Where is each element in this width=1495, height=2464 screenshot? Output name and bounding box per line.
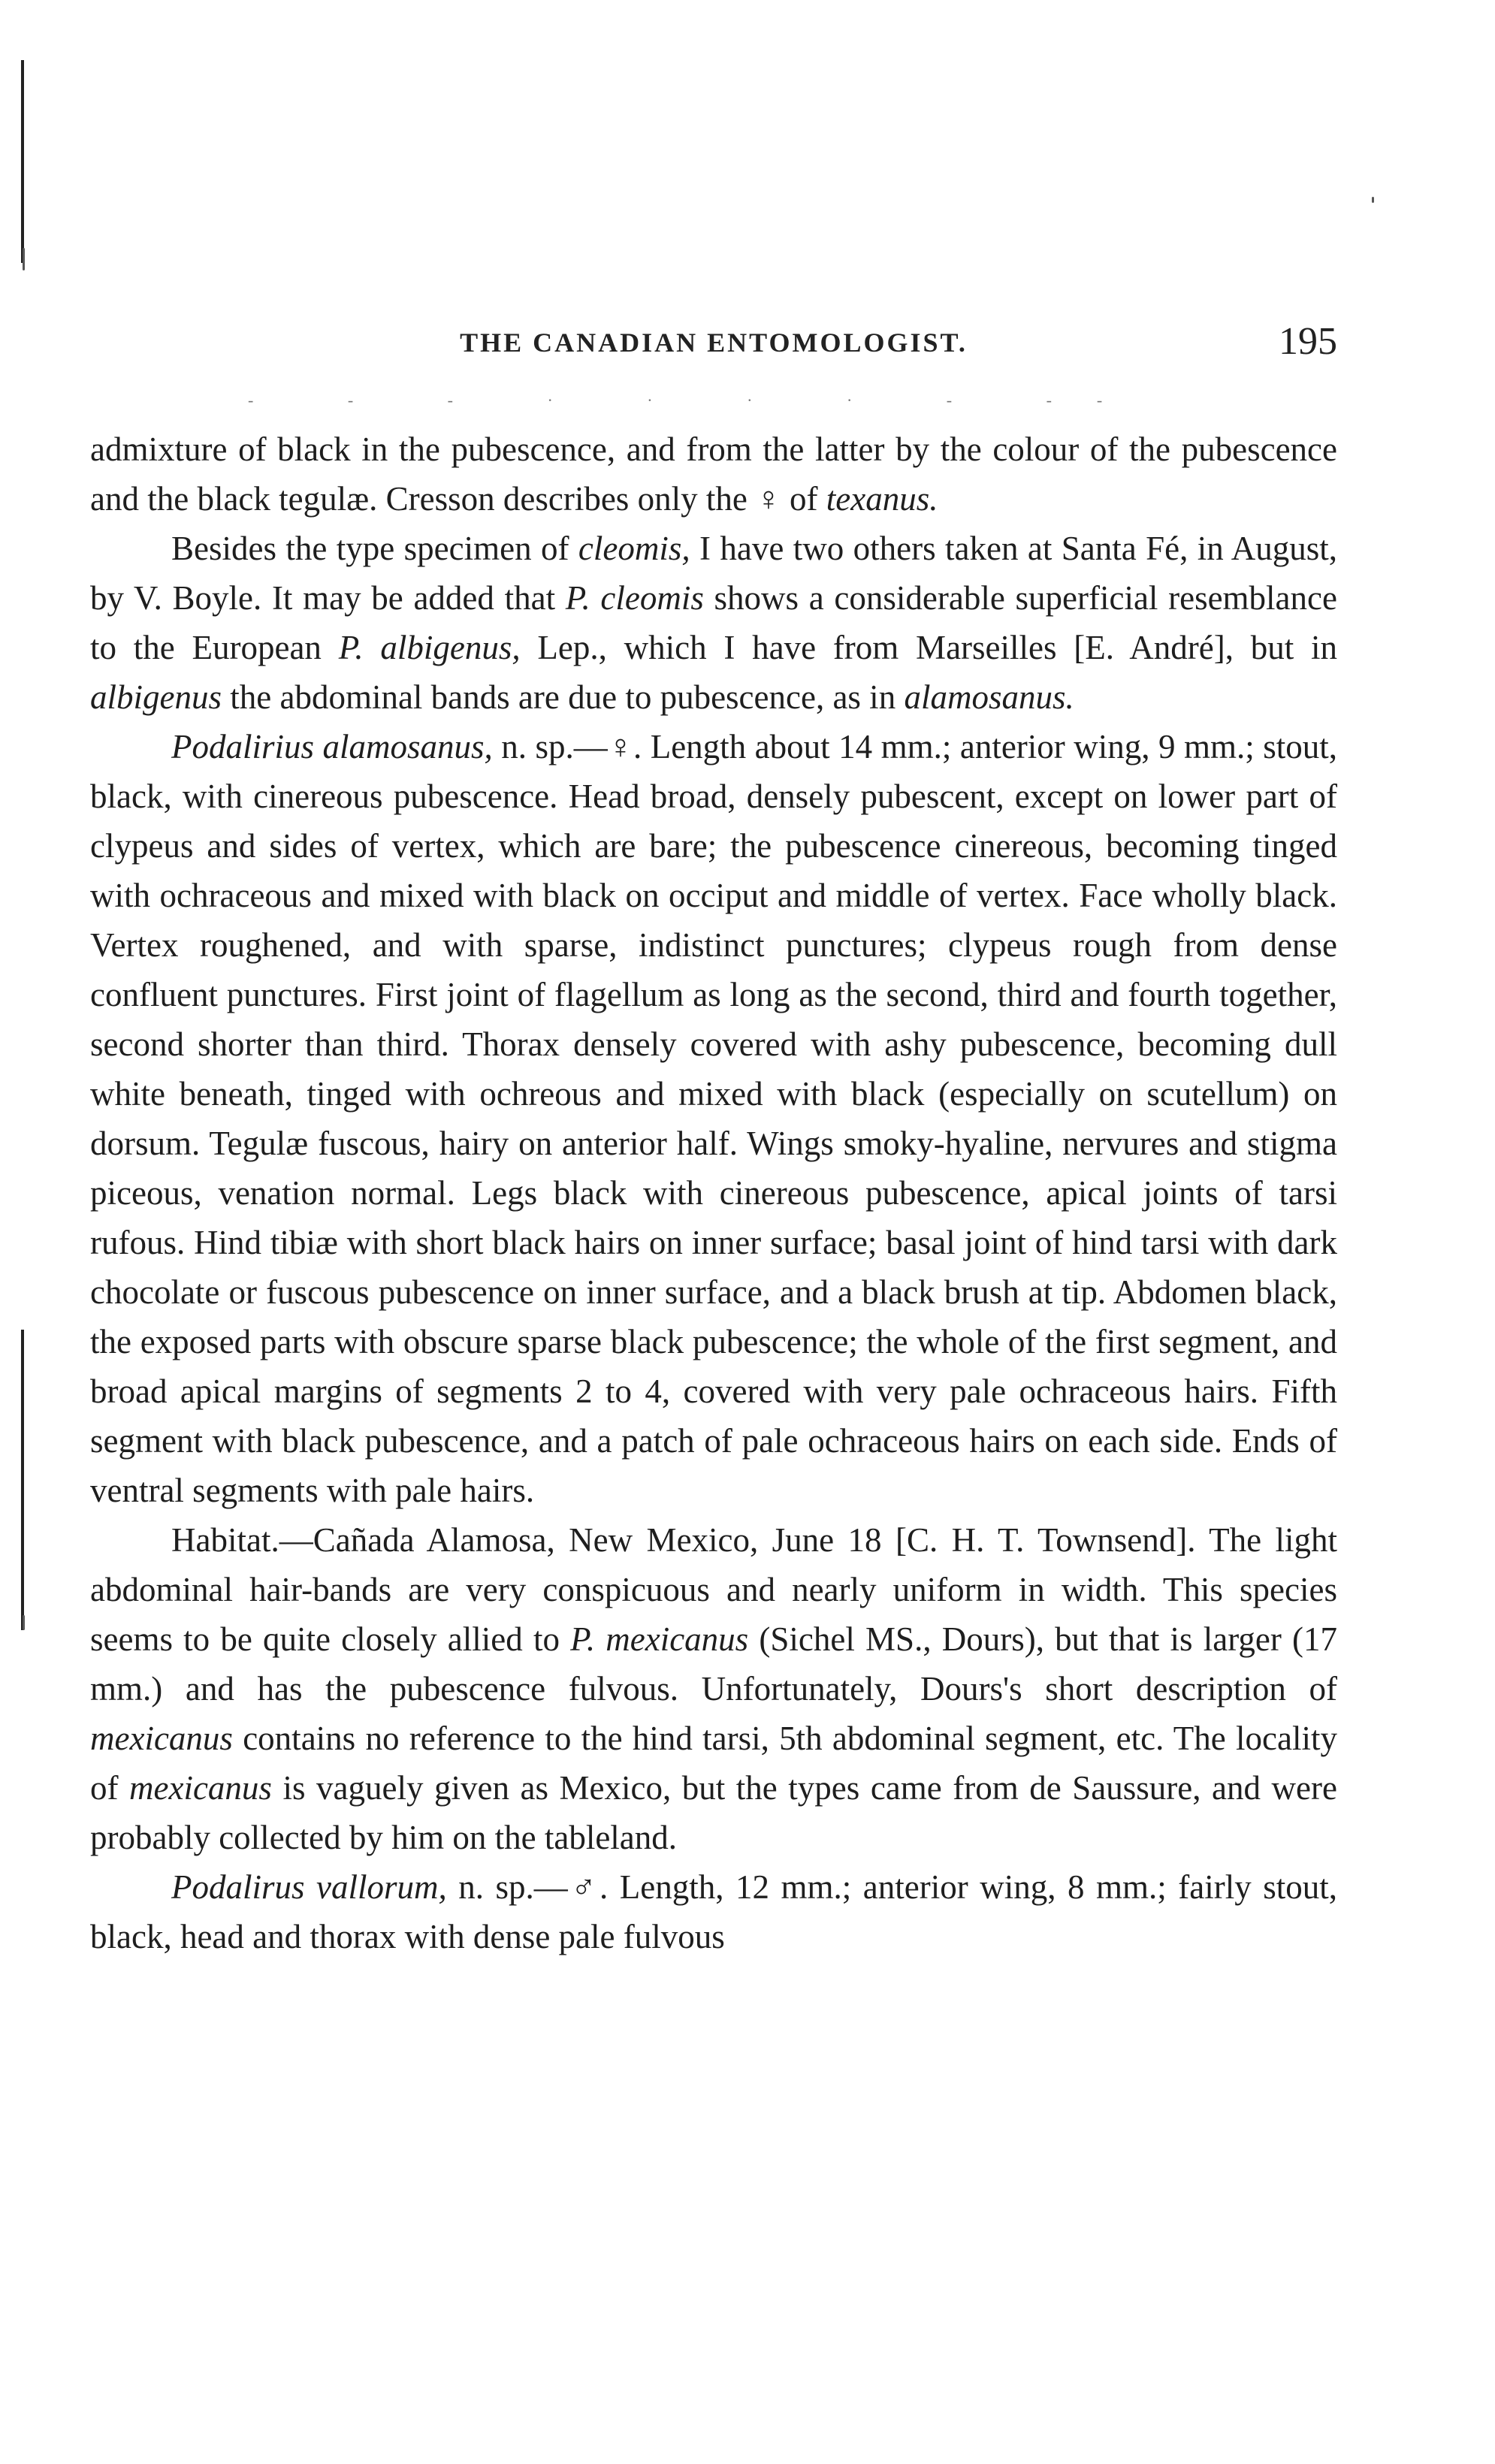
running-head: THE CANADIAN ENTOMOLOGIST. bbox=[460, 328, 968, 358]
italic-term: Podalirius alamosanus, bbox=[171, 728, 493, 765]
text-run: Habitat.—Cañada Alamosa, New Mexico, June 18 [C. H. T. Townsend]. The light abdominal hair-bands are very conspicuous and nearly uniform in width. This species seems to be quite closely allied to bbox=[90, 1521, 1337, 1658]
text-run: admixture of black in the pubescence, and from the latter by the colour of the pubescence and the black tegulæ. Cresson describes only the ♀ of bbox=[90, 430, 1337, 518]
italic-term: mexicanus bbox=[90, 1720, 233, 1757]
italic-term: P. mexicanus bbox=[570, 1620, 749, 1658]
page-header bbox=[90, 319, 1337, 409]
paragraph bbox=[90, 1515, 1337, 1862]
text-run: Lep., which I have from Marseilles [E. André], but in bbox=[520, 629, 1337, 666]
scan-speck bbox=[1372, 197, 1374, 203]
italic-term: cleomis, bbox=[578, 530, 690, 567]
text-run: n. sp.—♀. Length about 14 mm.; anterior wing, 9 mm.; stout, black, with cinereous pubescence. Head broad, densely pubescent, except on lower part of clypeus and sides of vertex, which are bare; the pubescence cinereous, becoming tinged with ochraceous and mixed with black on occiput and middle of vertex. Face wholly black. Vertex roughened, and with sparse, indistinct punctures; clypeus rough from dense confluent punctures. First joint of flagellum as long as the second, third and fourth together, second shorter than third. Thorax densely covered with ashy pubescence, becoming dull white beneath, tinged with ochreous and mixed with black (especially on scutellum) on dorsum. Tegulæ fuscous, hairy on anterior half. Wings smoky-hyaline, nervures and stigma piceous, venation normal. Legs black with cinereous pubescence, apical joints of tarsi rufous. Hind tibiæ with short black hairs on inner surface; basal joint of hind tarsi with dark chocolate or fuscous pubescence on inner surface, and a black brush at tip. Abdomen black, the exposed parts with obscure sparse black pubescence; the whole of the first segment, and broad apical margins of segments 2 to 4, covered with very pale ochraceous hairs. Fifth segment with black pubescence, and a patch of pale ochraceous hairs on each side. Ends of ventral segments with pale hairs. bbox=[90, 728, 1337, 1509]
paragraph bbox=[90, 524, 1337, 722]
paragraph bbox=[90, 1862, 1337, 1961]
text-run: n. sp.—♂. Length, 12 mm.; anterior wing, 8 mm.; fairly stout, black, head and thorax with dense pale fulvous bbox=[90, 1868, 1337, 1955]
italic-term: mexicanus bbox=[129, 1769, 272, 1807]
scan-edge-line-top bbox=[21, 60, 24, 263]
italic-term: alamosanus. bbox=[904, 678, 1074, 716]
scan-speck bbox=[23, 1615, 25, 1630]
text-run: (Sichel MS., Dours), but that is larger (17 mm.) and has the pubescence fulvous. Unfortunately, Dours's short description of bbox=[90, 1620, 1337, 1708]
text-run: shows a considerable superficial resemblance to the European bbox=[90, 579, 1337, 666]
paragraph bbox=[90, 424, 1337, 524]
scan-edge-line-middle bbox=[21, 1330, 24, 1630]
text-run: is vaguely given as Mexico, but the types came from de Saussure, and were probably collected by him on the tableland. bbox=[90, 1769, 1337, 1856]
paragraph bbox=[90, 722, 1337, 1515]
text-run: I have two others taken at Santa Fé, in August, by V. Boyle. It may be added that bbox=[90, 530, 1337, 617]
page-number: 195 bbox=[1279, 320, 1337, 363]
text-run: contains no reference to the hind tarsi, 5th abdominal segment, etc. The locality of bbox=[90, 1720, 1337, 1807]
text-run: Besides the type specimen of bbox=[171, 530, 578, 567]
italic-term: P. cleomis bbox=[565, 579, 704, 617]
italic-term: albigenus bbox=[90, 678, 222, 716]
body-text bbox=[90, 424, 1337, 1961]
header-rule: ‐ ‐ ‐ · · · · ‐ ‐‐ bbox=[248, 391, 1148, 409]
italic-term: Podalirus vallorum, bbox=[171, 1868, 447, 1906]
italic-term: texanus. bbox=[826, 480, 938, 518]
italic-term: P. albigenus, bbox=[338, 629, 521, 666]
text-run: the abdominal bands are due to pubescence, as in bbox=[222, 678, 905, 716]
scan-speck bbox=[23, 248, 25, 270]
